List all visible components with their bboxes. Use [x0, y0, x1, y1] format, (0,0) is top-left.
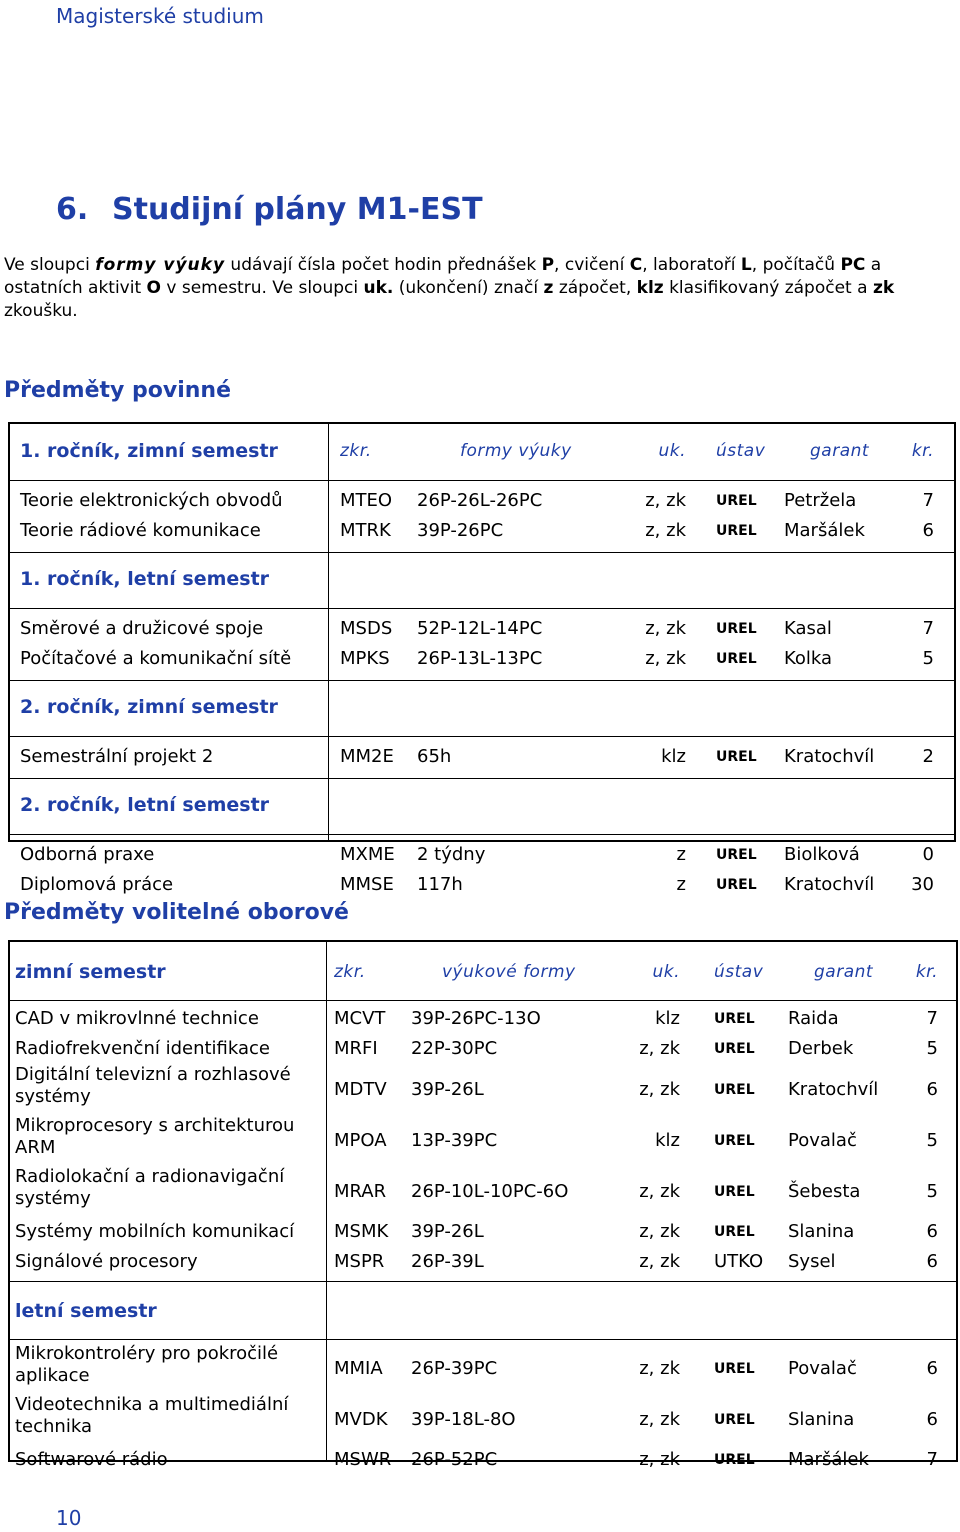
- intro-text: (ukončení) značí: [393, 278, 544, 298]
- intro-term: formy výuky: [95, 255, 226, 275]
- course-department: UREL: [716, 621, 757, 637]
- course-credits: 7: [926, 1449, 938, 1470]
- group-title: 1. ročník, zimní semestr: [20, 440, 278, 462]
- elective-courses-table: [8, 940, 958, 1470]
- course-code: MSMK: [334, 1221, 389, 1242]
- course-completion: z, zk: [645, 648, 686, 669]
- table-row: [10, 1064, 956, 1115]
- table-row: [10, 1343, 956, 1394]
- table-row: [10, 870, 954, 900]
- course-name: Radiolokační a radionavigační systémy: [15, 1166, 285, 1209]
- course-forms: 65h: [417, 746, 452, 767]
- intro-text: zkoušku.: [4, 301, 78, 321]
- course-completion: z, zk: [639, 1449, 680, 1470]
- col-header-uk: uk.: [658, 441, 686, 461]
- table-row: [10, 486, 954, 516]
- course-name: Diplomová práce: [20, 874, 174, 895]
- course-code: MRFI: [334, 1038, 378, 1059]
- course-code: MXME: [340, 844, 395, 865]
- row-divider: [10, 834, 954, 835]
- course-forms: 39P-26PC-13O: [411, 1008, 541, 1029]
- course-forms: 26P-26L-26PC: [417, 490, 543, 511]
- course-department: UREL: [714, 1183, 755, 1200]
- course-guarantor: Šebesta: [788, 1180, 861, 1202]
- course-credits: 7: [922, 618, 934, 639]
- group-title: 2. ročník, zimní semestr: [20, 696, 278, 718]
- group-title: 1. ročník, letní semestr: [20, 568, 270, 590]
- course-name: Teorie rádiové komunikace: [20, 520, 261, 541]
- mandatory-courses-table: [8, 422, 956, 895]
- course-credits: 5: [926, 1038, 938, 1059]
- col-header-garant: garant: [810, 441, 870, 461]
- course-name: Digitální televizní a rozhlasové systémy: [15, 1064, 291, 1107]
- course-credits: 6: [926, 1251, 938, 1272]
- course-guarantor: Maršálek: [784, 520, 865, 541]
- course-code: MSWR: [334, 1449, 392, 1470]
- intro-text: v semestru. Ve sloupci: [161, 278, 364, 298]
- course-completion: z, zk: [645, 520, 686, 541]
- course-credits: 6: [926, 1357, 938, 1379]
- course-forms: 117h: [417, 874, 463, 895]
- course-name: Signálové procesory: [15, 1251, 198, 1272]
- course-guarantor: Kolka: [784, 648, 833, 669]
- course-code: MSPR: [334, 1251, 385, 1272]
- course-name: Radiofrekvenční identifikace: [15, 1038, 270, 1059]
- table-row: [10, 1166, 956, 1217]
- course-code: MVDK: [334, 1408, 388, 1430]
- course-forms: 39P-26L: [411, 1078, 484, 1100]
- course-code: MDTV: [334, 1078, 387, 1100]
- course-code: MM2E: [340, 746, 394, 767]
- course-credits: 5: [926, 1129, 938, 1151]
- table-row: [10, 614, 954, 644]
- group-header-row: [10, 552, 954, 608]
- course-forms: 39P-18L-8O: [411, 1408, 516, 1430]
- table-row: [10, 1034, 956, 1064]
- course-guarantor: Petržela: [784, 490, 857, 511]
- col-header-formy: formy výuky: [460, 441, 572, 461]
- table-row: [10, 1217, 956, 1247]
- col-header-kr: kr.: [911, 441, 934, 461]
- course-completion: z, zk: [645, 618, 686, 639]
- course-credits: 5: [926, 1180, 938, 1202]
- table-row: [10, 742, 954, 772]
- course-department: UREL: [714, 1360, 755, 1377]
- course-guarantor: Raida: [788, 1008, 839, 1029]
- intro-paragraph: [4, 254, 960, 323]
- col-header-zkr: zkr.: [340, 441, 372, 461]
- col-header-kr: kr.: [915, 962, 938, 982]
- course-credits: 30: [911, 874, 934, 895]
- course-completion: z, zk: [639, 1180, 680, 1202]
- group-title: zimní semestr: [15, 961, 166, 983]
- intro-term: P: [541, 255, 555, 275]
- course-code: MRAR: [334, 1180, 387, 1202]
- course-code: MPOA: [334, 1129, 387, 1151]
- intro-text: klasifikovaný zápočet a: [663, 278, 873, 298]
- course-forms: 13P-39PC: [411, 1129, 498, 1151]
- course-credits: 7: [926, 1008, 938, 1029]
- course-department: UREL: [714, 1011, 755, 1027]
- course-guarantor: Derbek: [788, 1038, 854, 1059]
- row-divider: [10, 736, 954, 737]
- group-header-row: [10, 424, 954, 480]
- intro-term: L: [740, 255, 752, 275]
- course-credits: 6: [926, 1408, 938, 1430]
- course-department: UREL: [716, 749, 757, 765]
- group-header-row: [10, 942, 956, 1000]
- course-name: Směrové a družicové spoje: [20, 618, 264, 639]
- table-row: [10, 1004, 956, 1034]
- table-row: [10, 644, 954, 674]
- course-completion: z, zk: [639, 1221, 680, 1242]
- course-name: Softwarové rádio: [15, 1449, 168, 1470]
- course-credits: 7: [922, 490, 934, 511]
- chapter-title: [56, 192, 483, 227]
- row-divider: [10, 1000, 956, 1001]
- intro-term: zk: [872, 278, 895, 298]
- course-completion: klz: [661, 746, 686, 767]
- col-header-ustav: ústav: [714, 962, 764, 982]
- course-completion: z, zk: [645, 490, 686, 511]
- course-code: MPKS: [340, 648, 390, 669]
- course-name: Videotechnika a multimediální technika: [15, 1394, 289, 1437]
- course-guarantor: Kasal: [784, 618, 832, 639]
- course-department: UREL: [714, 1132, 755, 1149]
- course-forms: 26P-39PC: [411, 1357, 498, 1379]
- col-header-garant: garant: [814, 962, 874, 982]
- course-code: MCVT: [334, 1008, 386, 1029]
- course-department: UREL: [714, 1041, 755, 1057]
- intro-text: a ostatních aktivit: [4, 255, 882, 298]
- course-completion: z, zk: [639, 1251, 680, 1272]
- course-guarantor: Slanina: [788, 1221, 855, 1242]
- course-guarantor: Maršálek: [788, 1449, 869, 1470]
- course-name: Mikroprocesory s architekturou ARM: [15, 1115, 295, 1158]
- table-row: [10, 1394, 956, 1445]
- intro-term: O: [146, 278, 161, 298]
- course-name: CAD v mikrovlnné technice: [15, 1008, 259, 1029]
- course-department: UREL: [716, 523, 757, 539]
- table-row: [10, 1247, 956, 1277]
- course-forms: 26P-39L: [411, 1251, 484, 1272]
- col-header-zkr: zkr.: [334, 962, 366, 982]
- intro-text: , počítačů: [751, 255, 841, 275]
- course-guarantor: Kratochvíl: [784, 874, 875, 895]
- col-header-ustav: ústav: [716, 441, 766, 461]
- course-department: UREL: [714, 1081, 755, 1098]
- course-forms: 2 týdny: [417, 844, 486, 865]
- course-guarantor: Kratochvíl: [784, 746, 875, 767]
- row-divider: [10, 1339, 956, 1340]
- table-row: [10, 516, 954, 546]
- group-header-row: [10, 778, 954, 834]
- course-name: Odborná praxe: [20, 844, 155, 865]
- course-forms: 39P-26L: [411, 1221, 484, 1242]
- course-department: UREL: [716, 651, 757, 667]
- intro-term: C: [629, 255, 643, 275]
- group-header-row: [10, 680, 954, 736]
- course-credits: 5: [922, 648, 934, 669]
- intro-text: udávají čísla počet hodin přednášek: [225, 255, 542, 275]
- course-credits: 6: [922, 520, 934, 541]
- group-title: 2. ročník, letní semestr: [20, 794, 270, 816]
- course-forms: 52P-12L-14PC: [417, 618, 543, 639]
- chapter-number: 6.: [56, 192, 89, 227]
- course-guarantor: Slanina: [788, 1408, 855, 1430]
- col-header-formy: výukové formy: [442, 962, 576, 982]
- course-name: Počítačové a komunikační sítě: [20, 648, 292, 669]
- course-credits: 2: [922, 746, 934, 767]
- col-header-uk: uk.: [652, 962, 680, 982]
- course-department: UREL: [716, 877, 757, 893]
- intro-term: klz: [636, 278, 664, 298]
- table-row: [10, 1445, 956, 1475]
- row-divider: [10, 608, 954, 609]
- course-completion: klz: [655, 1008, 680, 1029]
- course-name: Semestrální projekt 2: [20, 746, 214, 767]
- intro-term: z: [543, 278, 554, 298]
- section-heading-mandatory: Předměty povinné: [4, 378, 231, 403]
- course-department: UREL: [716, 847, 757, 863]
- chapter-title-text: Studijní plány M1-EST: [112, 192, 483, 227]
- course-guarantor: Biolková: [784, 844, 860, 865]
- course-guarantor: Sysel: [788, 1251, 836, 1272]
- course-name: Teorie elektronických obvodů: [20, 490, 283, 511]
- course-code: MTEO: [340, 490, 393, 511]
- intro-term: PC: [840, 255, 866, 275]
- course-name: Systémy mobilních komunikací: [15, 1221, 295, 1242]
- course-credits: 6: [926, 1078, 938, 1100]
- course-forms: 26P-52PC: [411, 1449, 498, 1470]
- course-completion: klz: [655, 1129, 680, 1151]
- intro-term: uk.: [363, 278, 394, 298]
- intro-text: , cvičení: [554, 255, 630, 275]
- course-department: UTKO: [714, 1251, 764, 1272]
- course-guarantor: Povalač: [788, 1357, 857, 1379]
- course-name: Mikrokontroléry pro pokročilé aplikace: [15, 1343, 279, 1386]
- course-guarantor: Povalač: [788, 1129, 857, 1151]
- course-department: UREL: [714, 1452, 755, 1468]
- course-code: MTRK: [340, 520, 391, 541]
- course-department: UREL: [714, 1411, 755, 1428]
- course-forms: 39P-26PC: [417, 520, 504, 541]
- course-completion: z, zk: [639, 1408, 680, 1430]
- course-forms: 22P-30PC: [411, 1038, 498, 1059]
- course-forms: 26P-13L-13PC: [417, 648, 543, 669]
- table-row: [10, 840, 954, 870]
- course-code: MMSE: [340, 874, 394, 895]
- row-divider: [10, 480, 954, 481]
- section-heading-elective: Předměty volitelné oborové: [4, 900, 349, 925]
- table-row: [10, 1115, 956, 1166]
- course-completion: z, zk: [639, 1078, 680, 1100]
- running-header: Magisterské studium: [56, 4, 264, 28]
- course-completion: z, zk: [639, 1357, 680, 1379]
- group-header-row: [10, 1281, 956, 1339]
- course-credits: 6: [926, 1221, 938, 1242]
- intro-text: zápočet,: [553, 278, 637, 298]
- course-department: UREL: [714, 1224, 755, 1240]
- intro-text: Ve sloupci: [4, 255, 96, 275]
- course-completion: z, zk: [639, 1038, 680, 1059]
- course-completion: z: [676, 844, 686, 865]
- course-department: UREL: [716, 493, 757, 509]
- course-forms: 26P-10L-10PC-6O: [411, 1180, 569, 1202]
- course-code: MSDS: [340, 618, 393, 639]
- course-code: MMIA: [334, 1357, 383, 1379]
- course-guarantor: Kratochvíl: [788, 1078, 879, 1100]
- intro-text: , laboratoří: [642, 255, 741, 275]
- course-credits: 0: [922, 844, 934, 865]
- group-title: letní semestr: [15, 1300, 157, 1322]
- course-completion: z: [676, 874, 686, 895]
- page-number: 10: [56, 1506, 82, 1530]
